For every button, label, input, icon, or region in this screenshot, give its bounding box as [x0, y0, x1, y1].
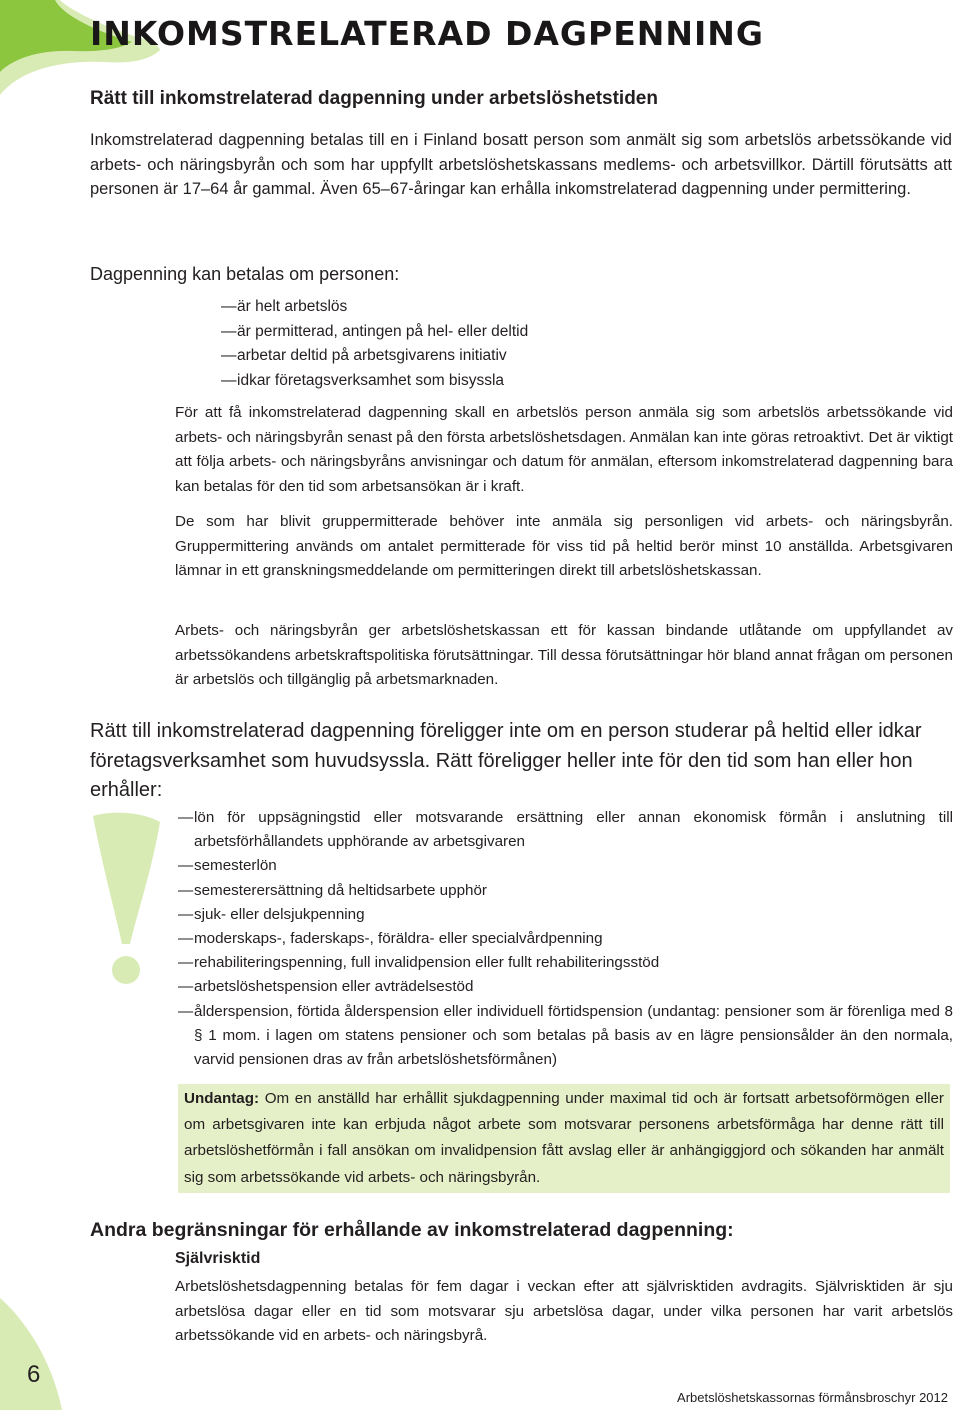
list-item: — semesterlön	[178, 854, 953, 878]
exception-box	[178, 1084, 950, 1193]
statement-paragraph: Arbets- och näringsbyrån ger arbetslöshetskassan ett för kassan bindande utlåtande om uppfyllandet av arbetssökandens arbetskraftspolitiska förutsättningar. Till dessa förutsättningar hör bland annat frågan om personen är arbetslös och tillgänglig på arbetsmarknaden.	[175, 622, 953, 689]
restrictions-lead: Rätt till inkomstrelaterad dagpenning föreligger inte om en person studerar på heltid eller idkar företagsverksamhet som huvudsyssla. Rätt föreligger heller inte för den tid som han eller hon erhåller:	[90, 720, 922, 801]
conditions-list	[221, 295, 528, 393]
page-title: INKOMSTRELATERAD DAGPENNING	[90, 14, 764, 53]
list-item: — är helt arbetslös	[221, 295, 528, 320]
exclamation-icon	[88, 810, 168, 990]
list-item: — lön för uppsägningstid eller motsvarande ersättning eller annan ekonomisk förmån i anslutning till arbetsförhållandets upphörande av arbetsgivaren	[178, 806, 953, 854]
list-item: — ålderspension, förtida ålderspension eller individuell förtidspension (undantag: pensioner som är förenliga med 8 § 1 mom. i lagen om statens pensioner och som betalas på basis av en lägre pensionsålder än den normala, varvid pensionen dras av från arbetslöshetsförmånen)	[178, 1000, 953, 1073]
list-item: — arbetslöshetspension eller avträdelsestöd	[178, 975, 953, 999]
conditions-lead: Dagpenning kan betalas om personen:	[90, 264, 400, 284]
restrictions-list	[178, 806, 953, 1072]
section-heading: Andra begränsningar för erhållande av inkomstrelaterad dagpenning:	[90, 1219, 734, 1241]
group-layoff-paragraph: De som har blivit gruppermitterade behöver inte anmäla sig personligen vid arbets- och näringsbyrån. Gruppermittering används om antalet permitterade för viss tid på heltid berör minst 10 anställda. Arbetsgivaren lämnar in ett granskningsmeddelande om permitteringen direkt till arbetslöshetskassan.	[175, 513, 953, 580]
list-item: — sjuk- eller delsjukpenning	[178, 903, 953, 927]
page-subtitle: Rätt till inkomstrelaterad dagpenning under arbetslöshetstiden	[90, 88, 658, 109]
exception-text: Om en anställd har erhållit sjukdagpenning under maximal tid och är fortsatt arbetsoförmögen eller om arbetsgivaren inte kan erbjuda något arbete som motsvarar personens arbetsförmåga har denne rätt till arbetslöshetförmån i fall ansökan om invalidpension fått avslag eller är anhängiggjord och sökanden har anmält sig som arbetssökande vid arbets- och näringsbyrån.	[184, 1090, 944, 1186]
footer-publication: Arbetslöshetskassornas förmånsbroschyr 2012	[677, 1390, 948, 1405]
list-item: — idkar företagsverksamhet som bisyssla	[221, 369, 528, 394]
list-item: — rehabiliteringspenning, full invalidpension eller fullt rehabiliteringsstöd	[178, 951, 953, 975]
page-number: 6	[27, 1361, 41, 1388]
self-risk-paragraph: Arbetslöshetsdagpenning betalas för fem dagar i veckan efter att självrisktiden avdragits. Självrisktiden är sju arbetslösa dagar eller en tid som motsvarar sju arbetslösa dagar, under vilka personen har varit arbetslös arbetssökande vid en arbets- och näringsbyrå.	[175, 1278, 953, 1345]
list-item: — semesterersättning då heltidsarbete upphör	[178, 879, 953, 903]
green-leaf-decoration-bottom	[0, 1290, 70, 1410]
section-subheading: Självrisktid	[175, 1250, 261, 1267]
list-item: — arbetar deltid på arbetsgivarens initiativ	[221, 344, 528, 369]
list-item: — moderskaps-, faderskaps-, föräldra- eller specialvårdpenning	[178, 927, 953, 951]
list-item: — är permitterad, antingen på hel- eller deltid	[221, 320, 528, 345]
intro-paragraph: Inkomstrelaterad dagpenning betalas till en i Finland bosatt person som anmält sig som arbetslös arbetssökande vid arbets- och näringsbyrån och som har uppfyllt arbetslöshetskassans medlems- och arbetsvillkor. Därtill förutsätts att personen är 17–64 år gammal. Även 65–67-åringar kan erhålla inkomstrelaterad dagpenning under permittering.	[90, 131, 952, 198]
registration-paragraph: För att få inkomstrelaterad dagpenning skall en arbetslös person anmäla sig som arbetslös arbetssökande vid arbets- och näringsbyrån senast på den första arbetslöshetsdagen. Anmälan kan inte göras retroaktivt. Det är viktigt att följa arbets- och näringsbyråns anvisningar och datum för anmälan, eftersom inkomstrelaterad dagpenning bara kan betalas för den tid som arbetsansökan är i kraft.	[175, 404, 953, 495]
exception-label: Undantag:	[184, 1090, 260, 1107]
